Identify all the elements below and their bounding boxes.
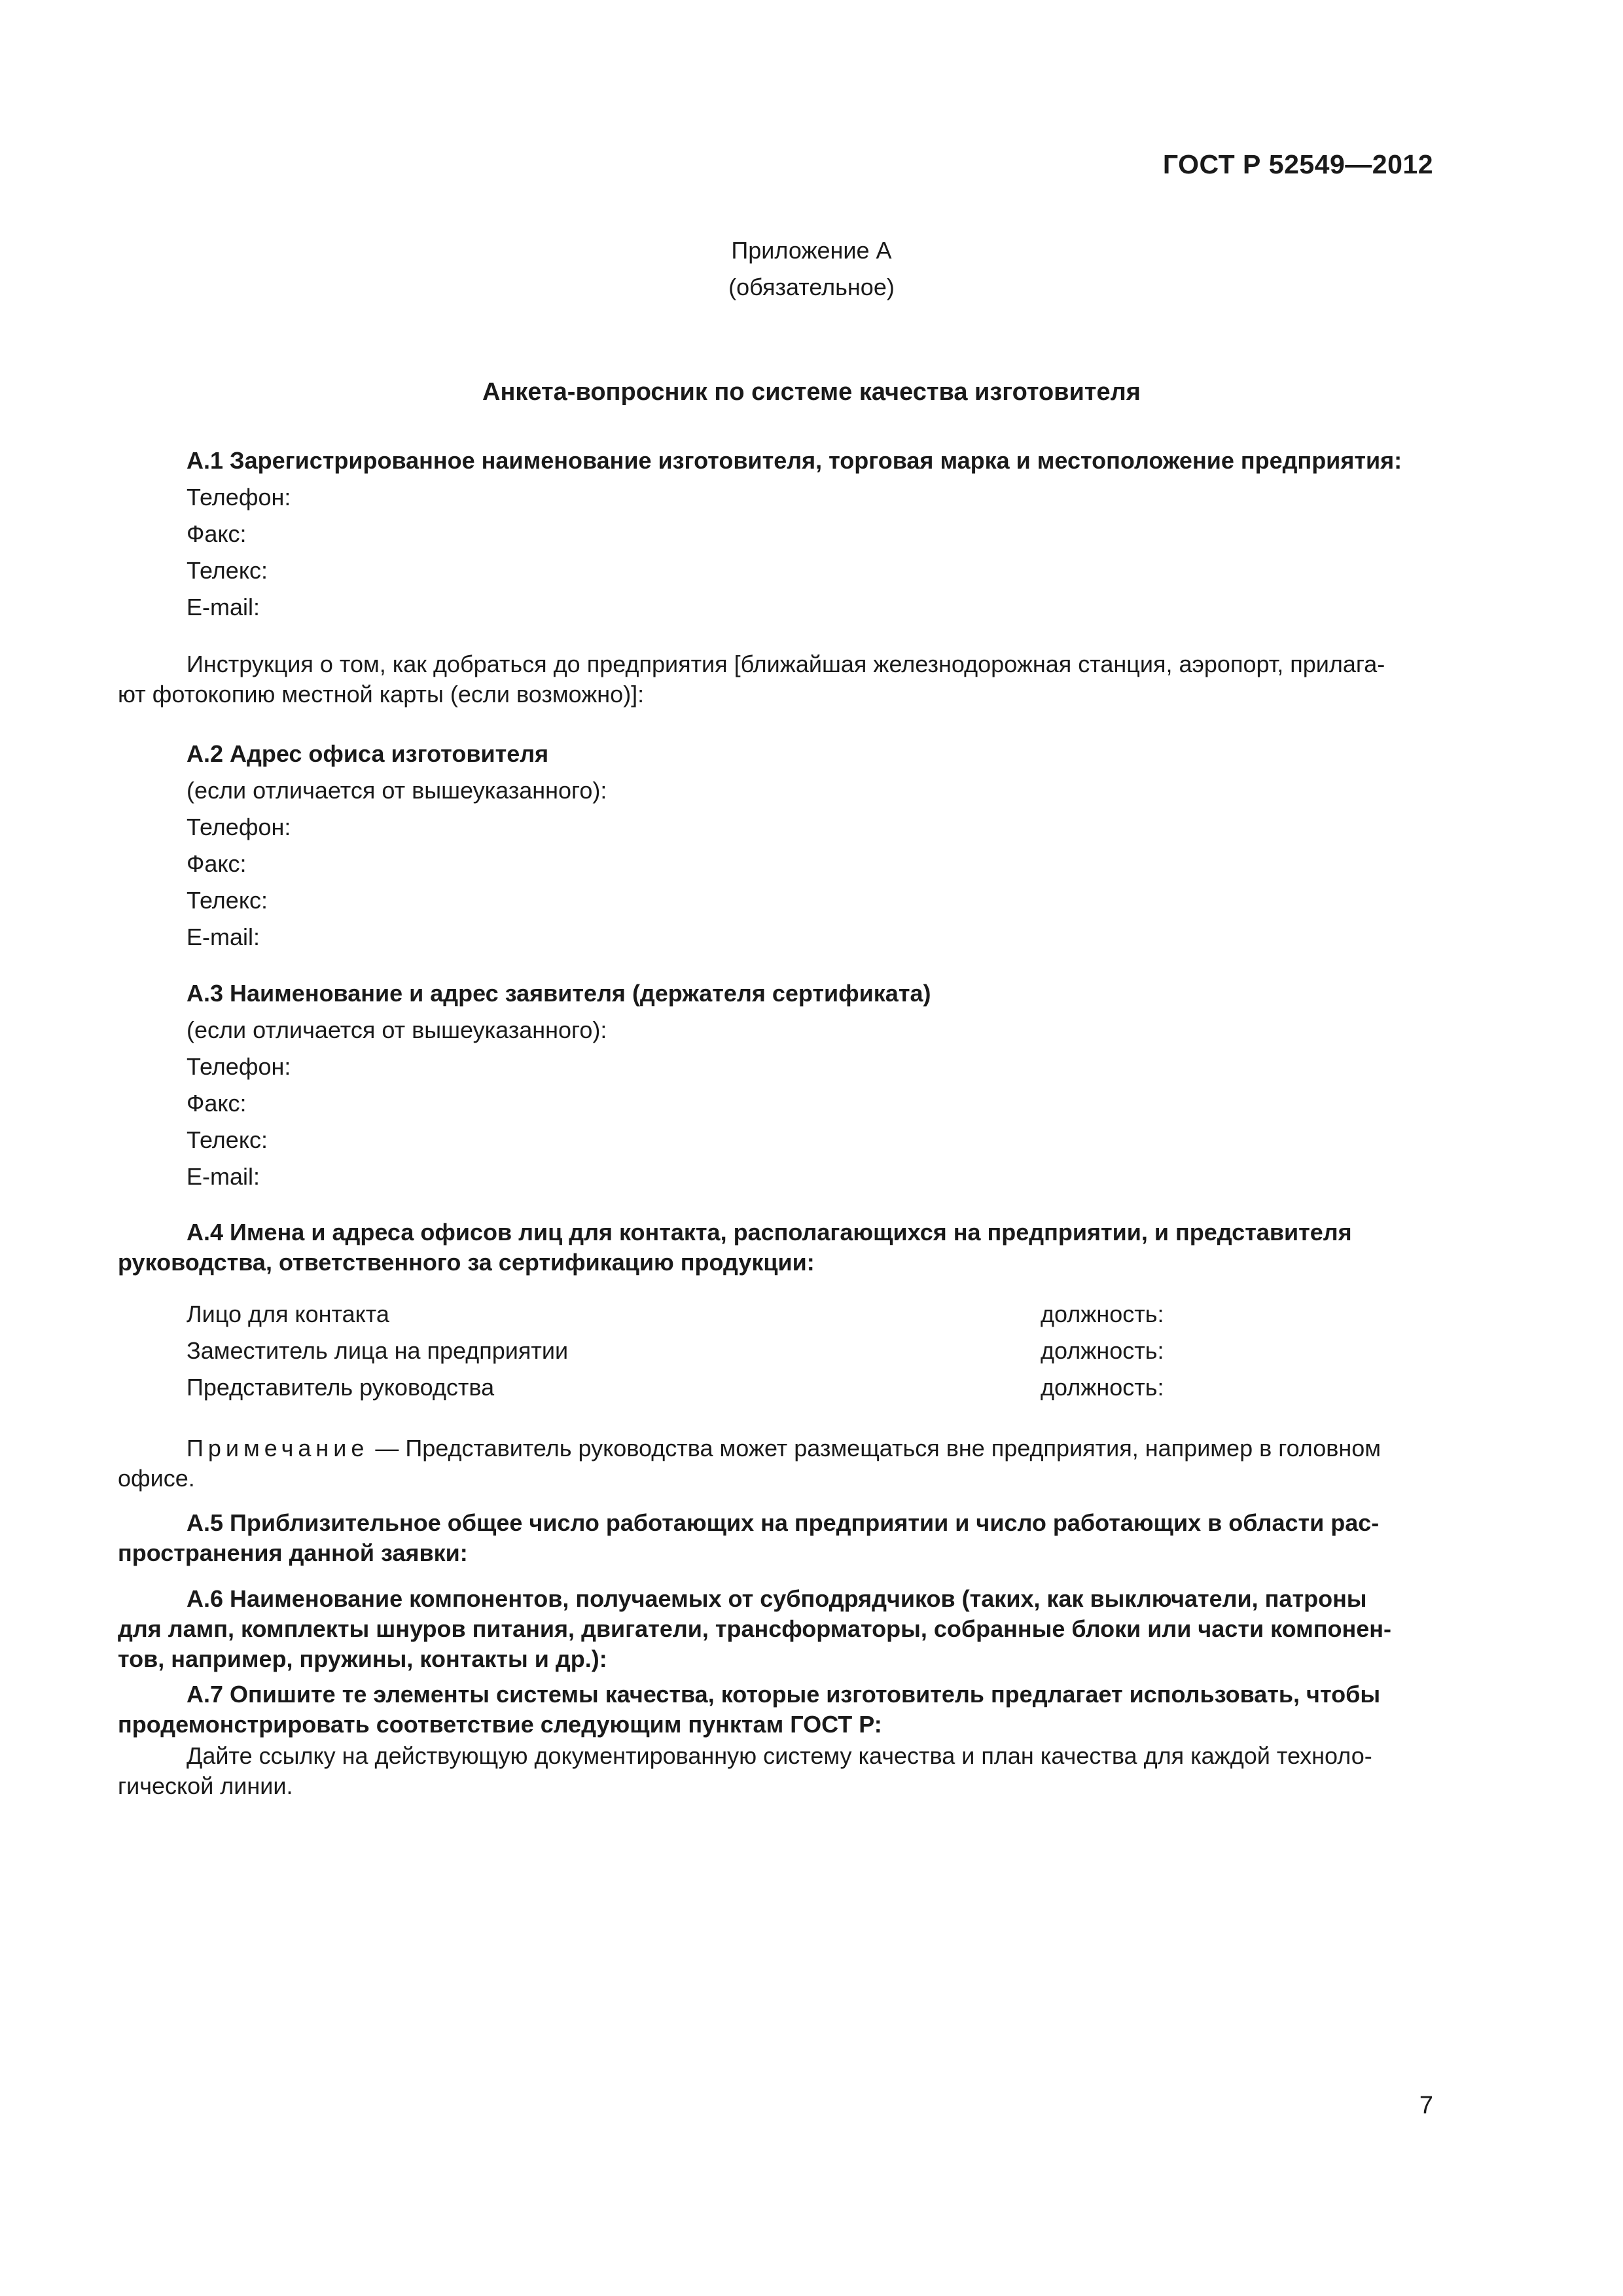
appendix-title: Приложение А (731, 237, 892, 264)
a4-note (118, 1433, 1446, 1494)
a4-contacts-table (118, 1296, 1446, 1406)
a3-fax-label: Факс: (187, 1090, 247, 1117)
a1-instruction-line2: ют фотокопию местной карты (если возможно)]: (118, 681, 645, 708)
a3-heading: А.3 Наименование и адрес заявителя (держателя сертификата) (187, 980, 931, 1007)
a5-line2: пространения данной заявки: (118, 1539, 468, 1566)
a1-heading: А.1 Зарегистрированное наименование изготовителя, торговая марка и местоположение предприятия: (187, 447, 1402, 474)
a4-contact-row (118, 1369, 1446, 1406)
a2-phone-label: Телефон: (187, 814, 291, 840)
a2-fax-label: Факс: (187, 850, 247, 877)
a2-email-label: E-mail: (187, 924, 260, 950)
note-text: — Представитель руководства может размещаться вне предприятия, например в головном (368, 1435, 1382, 1462)
a3-note: (если отличается от вышеуказанного): (187, 1016, 607, 1043)
note-label: Примечание (187, 1435, 369, 1462)
appendix-status: (обязательное) (728, 274, 895, 300)
a4-heading-line1: А.4 Имена и адреса офисов лиц для контакта, располагающихся на предприятии, и представителя (187, 1219, 1352, 1246)
a7-text-line1: Дайте ссылку на действующую документированную систему качества и план качества для каждой техноло- (187, 1742, 1372, 1769)
a5-line1: А.5 Приблизительное общее число работающих на предприятии и число работающих в области рас- (187, 1509, 1380, 1536)
a1-fax-label: Факс: (187, 520, 247, 547)
a7-text-line2: гической линии. (118, 1772, 293, 1799)
a3-email-label: E-mail: (187, 1163, 260, 1190)
a4-contact-row (118, 1333, 1446, 1369)
section-a5 (118, 1508, 1446, 1568)
a3-phone-label: Телефон: (187, 1053, 291, 1080)
a7-line2: продемонстрировать соответствие следующим пунктам ГОСТ Р: (118, 1711, 882, 1738)
standard-designation: ГОСТ Р 52549—2012 (1162, 149, 1433, 179)
management-rep-label: Представитель руководства (187, 1374, 495, 1401)
a4-heading-line2: руководства, ответственного за сертификацию продукции: (118, 1249, 815, 1276)
a6-line1: А.6 Наименование компонентов, получаемых от субподрядчиков (таких, как выключатели, патроны (187, 1585, 1367, 1612)
position-label: должность: (1041, 1337, 1164, 1364)
deputy-contact-label: Заместитель лица на предприятии (187, 1337, 569, 1364)
section-a6 (118, 1584, 1446, 1674)
a3-telex-label: Телекс: (187, 1126, 268, 1153)
a2-heading: А.2 Адрес офиса изготовителя (187, 740, 549, 767)
a1-telex-label: Телекс: (187, 557, 268, 584)
a6-line2: для ламп, комплекты шнуров питания, двигатели, трансформаторы, собранные блоки или части компонен- (118, 1615, 1392, 1642)
a2-telex-label: Телекс: (187, 887, 268, 914)
section-a2 (118, 736, 1446, 956)
a1-instruction (118, 649, 1446, 709)
a2-note: (если отличается от вышеуказанного): (187, 777, 607, 804)
a6-line3: тов, например, пружины, контакты и др.): (118, 1645, 607, 1672)
position-label: должность: (1041, 1300, 1164, 1327)
a1-email-label: E-mail: (187, 594, 260, 620)
section-a1 (118, 442, 1446, 626)
document-title: Анкета-вопросник по системе качества изготовителя (482, 378, 1141, 406)
page-number: 7 (1419, 2092, 1433, 2119)
a4-note-line2: офисе. (118, 1465, 195, 1492)
contact-person-label: Лицо для контакта (187, 1300, 389, 1327)
a4-contact-row (118, 1296, 1446, 1333)
a1-instruction-line1: Инструкция о том, как добраться до предприятия [ближайшая железнодорожная станция, аэропорт, прилага- (187, 651, 1385, 677)
section-a3 (118, 975, 1446, 1195)
a7-text (118, 1741, 1446, 1801)
position-label: должность: (1041, 1374, 1164, 1401)
a4-heading (118, 1217, 1446, 1278)
a7-line1: А.7 Опишите те элементы системы качества, которые изготовитель предлагает использовать, чтобы (187, 1681, 1381, 1708)
a4-note-line1 (118, 1433, 1446, 1463)
section-a7 (118, 1679, 1446, 1740)
a1-phone-label: Телефон: (187, 484, 291, 511)
